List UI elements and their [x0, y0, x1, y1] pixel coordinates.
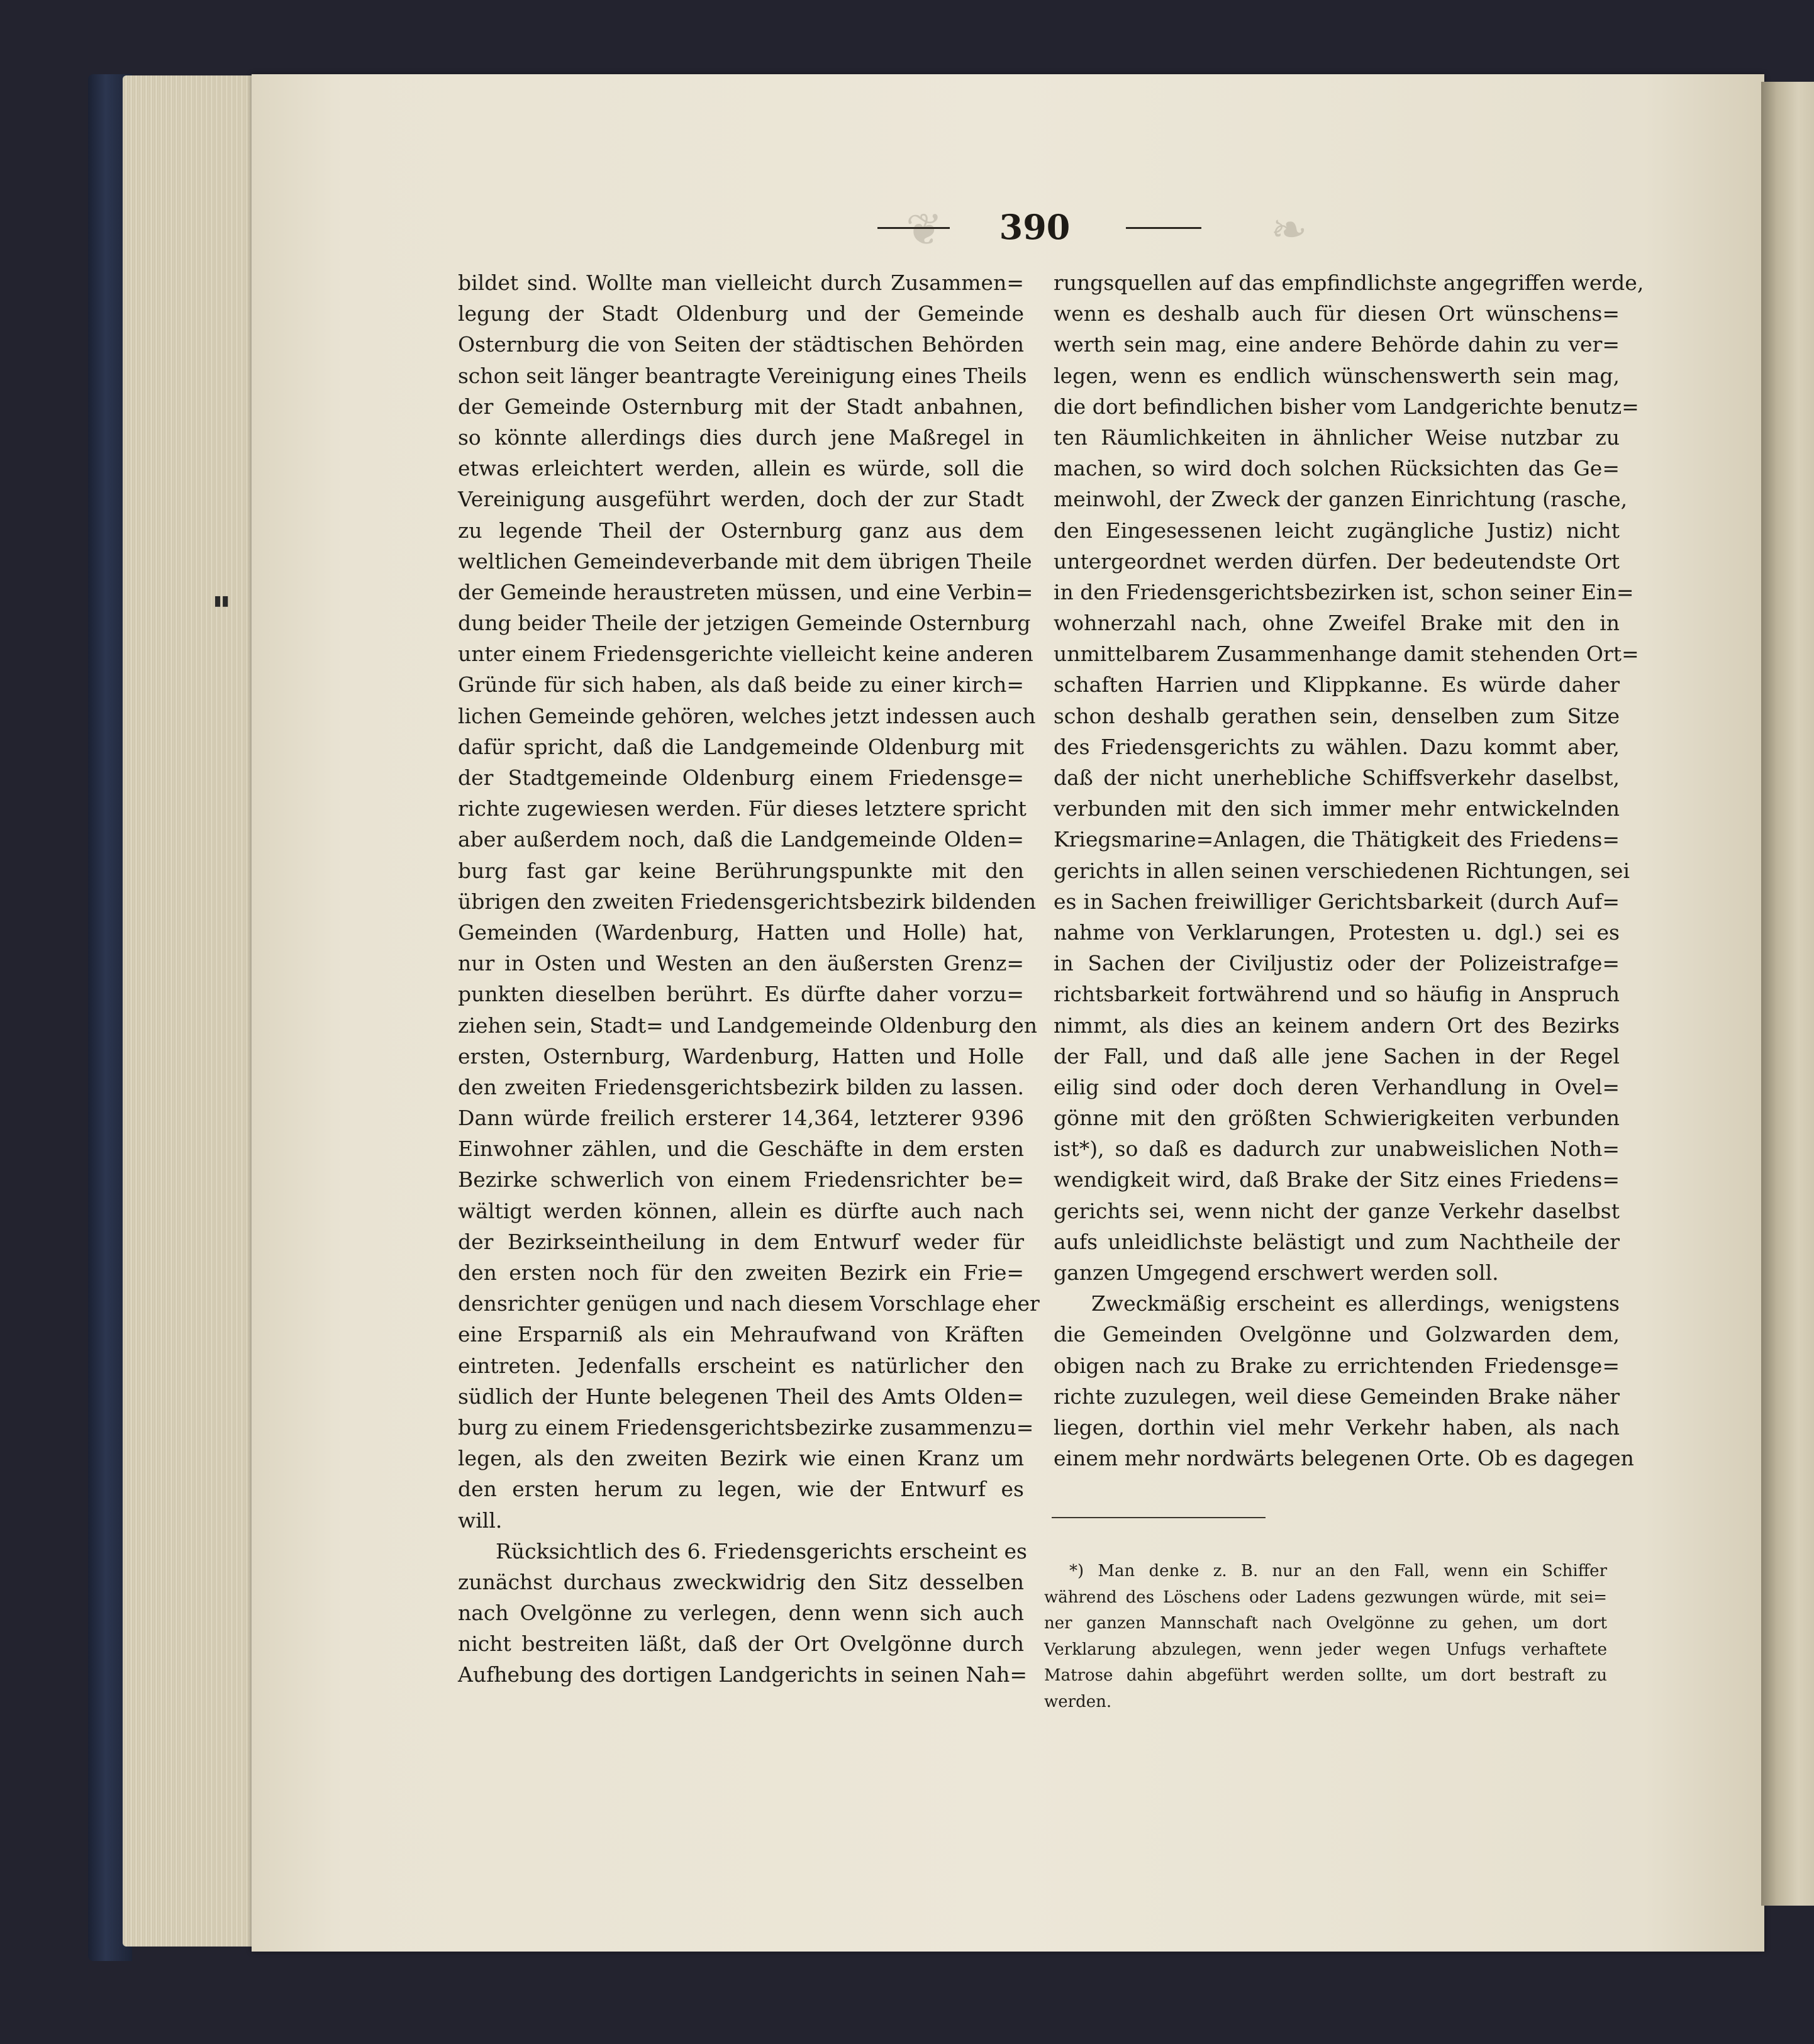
text-line: während des Löschens oder Ladens gezwungen würde, mit sei=: [1044, 1587, 1607, 1607]
text-line: werden.: [1044, 1692, 1112, 1711]
text-line: den Eingesessenen leicht zugängliche Justiz) nicht: [1054, 518, 1620, 543]
margin-mark: ▮▮: [214, 593, 230, 609]
text-line: Matrose dahin abgeführt werden sollte, um dort bestraft zu: [1044, 1666, 1607, 1685]
footnote: [1044, 1558, 1607, 1715]
text-line: in Sachen der Civiljustiz oder der Polizeistrafge=: [1054, 951, 1620, 976]
text-line: es in Sachen freiwilliger Gerichtsbarkeit (durch Auf=: [1054, 889, 1620, 914]
text-line: nahme von Verklarungen, Protesten u. dgl.) sei es: [1054, 919, 1620, 945]
text-line: wältigt werden können, allein es dürfte auch nach: [458, 1198, 1024, 1223]
text-line: Dann würde freilich ersterer 14,364, letzterer 9396: [458, 1106, 1024, 1131]
footnote-rule: [1052, 1517, 1266, 1518]
text-line: Gemeinden (Wardenburg, Hatten und Holle) hat,: [458, 919, 1024, 945]
text-line: nicht bestreiten läßt, daß der Ort Ovelgönne durch: [458, 1631, 1024, 1657]
text-line: Bezirke schwerlich von einem Friedensrichter be=: [458, 1167, 1024, 1192]
text-line: gerichts sei, wenn nicht der ganze Verkehr daselbst: [1054, 1198, 1620, 1223]
right-column: [1054, 267, 1644, 1474]
text-line: will.: [458, 1508, 503, 1533]
text-line: machen, so wird doch solchen Rücksichten das Ge=: [1054, 456, 1620, 481]
text-line: lichen Gemeinde gehören, welches jetzt indessen auch: [458, 703, 1036, 728]
text-line: ten Räumlichkeiten in ähnlicher Weise nutzbar zu: [1054, 425, 1620, 450]
text-line: daß der nicht unerhebliche Schiffsverkehr daselbst,: [1054, 765, 1620, 790]
text-line: der Gemeinde heraustreten müssen, und eine Verbin=: [458, 579, 1033, 604]
text-line: Einwohner zählen, und die Geschäfte in dem ersten: [458, 1136, 1024, 1162]
text-line: aber außerdem noch, daß die Landgemeinde Olden=: [458, 827, 1024, 852]
text-line: einem mehr nordwärts belegenen Orte. Ob es dagegen: [1054, 1446, 1634, 1471]
text-line: eintreten. Jedenfalls erscheint es natürlicher den: [458, 1353, 1024, 1378]
text-line: ist*), so daß es dadurch zur unabweislichen Noth=: [1054, 1136, 1620, 1162]
text-line: legen, wenn es endlich wünschenswerth sein mag,: [1054, 363, 1620, 388]
text-line: richte zugewiesen werden. Für dieses letztere spricht: [458, 796, 1027, 821]
text-line: die Gemeinden Ovelgönne und Golzwarden dem,: [1054, 1322, 1620, 1347]
text-line: legen, als den zweiten Bezirk wie einen Kranz um: [458, 1446, 1024, 1471]
text-line: bildet sind. Wollte man vielleicht durch Zusammen=: [458, 270, 1024, 295]
text-line: zunächst durchaus zweckwidrig den Sitz desselben: [458, 1569, 1024, 1594]
text-line: wenn es deshalb auch für diesen Ort wünschens=: [1054, 301, 1620, 326]
text-line: eine Ersparniß als ein Mehraufwand von Kräften: [458, 1322, 1024, 1347]
text-line: liegen, dorthin viel mehr Verkehr haben, als nach: [1054, 1414, 1620, 1440]
text-line: meinwohl, der Zweck der ganzen Einrichtung (rasche,: [1054, 487, 1628, 512]
page-edges: [123, 75, 261, 1947]
text-line: legung der Stadt Oldenburg und der Gemeinde: [458, 301, 1024, 326]
text-line: Kriegsmarine=Anlagen, die Thätigkeit des Friedens=: [1054, 827, 1620, 852]
page-number: 390: [999, 207, 1071, 247]
text-line: untergeordnet werden dürfen. Der bedeutendste Ort: [1054, 548, 1620, 574]
text-line: die dort befindlichen bisher vom Landgerichte benutz=: [1054, 394, 1639, 419]
text-line: zu legende Theil der Osternburg ganz aus dem: [458, 518, 1024, 543]
text-line: ner ganzen Mannschaft nach Ovelgönne zu gehen, um dort: [1044, 1614, 1607, 1633]
header-rule-right: [1126, 227, 1201, 229]
text-line: so könnte allerdings dies durch jene Maßregel in: [458, 425, 1024, 450]
text-line: in den Friedensgerichtsbezirken ist, schon seiner Ein=: [1054, 579, 1634, 604]
text-line: den ersten noch für den zweiten Bezirk ein Frie=: [458, 1260, 1024, 1285]
text-line: nur in Osten und Westen an den äußersten Grenz=: [458, 951, 1024, 976]
text-line: werth sein mag, eine andere Behörde dahin zu ver=: [1054, 332, 1620, 357]
text-line: schon deshalb gerathen sein, denselben zum Sitze: [1054, 703, 1620, 728]
text-line: der Bezirkseintheilung in dem Entwurf weder für: [458, 1229, 1024, 1254]
text-line: ganzen Umgegend erschwert werden soll.: [1054, 1260, 1499, 1285]
text-line: dafür spricht, daß die Landgemeinde Oldenburg mit: [458, 734, 1024, 759]
text-line: Rücksichtlich des 6. Friedensgerichts erscheint es: [496, 1538, 1027, 1564]
text-line: nimmt, als dies an keinem andern Ort des Bezirks: [1054, 1013, 1620, 1038]
text-line: *) Man denke z. B. nur an den Fall, wenn ein Schiffer: [1069, 1562, 1607, 1580]
text-line: unmittelbarem Zusammenhange damit stehenden Ort=: [1054, 642, 1639, 667]
text-line: gönne mit den größten Schwierigkeiten verbunden: [1054, 1106, 1620, 1131]
text-line: aufs unleidlichste belästigt und zum Nachtheile der: [1054, 1229, 1620, 1254]
text-line: Aufhebung des dortigen Landgerichts in seinen Nah=: [458, 1662, 1028, 1687]
next-page-edge: [1761, 82, 1814, 1906]
ornament-left-icon: ❦: [906, 204, 943, 255]
text-line: der Fall, und daß alle jene Sachen in der Regel: [1054, 1043, 1620, 1069]
text-line: dung beider Theile der jetzigen Gemeinde Osternburg: [458, 611, 1031, 636]
text-line: schaften Harrien und Klippkanne. Es würde daher: [1054, 672, 1620, 697]
text-line: südlich der Hunte belegenen Theil des Amts Olden=: [458, 1384, 1024, 1409]
text-line: burg zu einem Friedensgerichtsbezirke zusammenzu=: [458, 1414, 1034, 1440]
text-line: des Friedensgerichts zu wählen. Dazu kommt aber,: [1054, 734, 1620, 759]
text-line: den zweiten Friedensgerichtsbezirk bilden zu lassen.: [458, 1074, 1024, 1099]
text-line: richtsbarkeit fortwährend und so häufig in Anspruch: [1054, 982, 1620, 1007]
text-line: ersten, Osternburg, Wardenburg, Hatten und Holle: [458, 1043, 1024, 1069]
text-line: nach Ovelgönne zu verlegen, denn wenn sich auch: [458, 1601, 1024, 1626]
text-line: übrigen den zweiten Friedensgerichtsbezirk bildenden: [458, 889, 1037, 914]
text-line: richte zuzulegen, weil diese Gemeinden Brake näher: [1054, 1384, 1620, 1409]
text-line: wendigkeit wird, daß Brake der Sitz eines Friedens=: [1054, 1167, 1620, 1192]
text-line: den ersten herum zu legen, wie der Entwurf es: [458, 1477, 1024, 1502]
text-line: unter einem Friedensgerichte vielleicht keine anderen: [458, 642, 1033, 667]
text-line: ziehen sein, Stadt= und Landgemeinde Oldenburg den: [458, 1013, 1038, 1038]
text-line: gerichts in allen seinen verschiedenen Richtungen, sei: [1054, 858, 1630, 883]
text-line: densrichter genügen und nach diesem Vorschlage eher: [458, 1291, 1040, 1316]
text-line: wohnerzahl nach, ohne Zweifel Brake mit den in: [1054, 611, 1620, 636]
text-line: verbunden mit den sich immer mehr entwickelnden: [1054, 796, 1620, 821]
text-line: der Stadtgemeinde Oldenburg einem Friedensge=: [458, 765, 1024, 790]
text-line: eilig sind oder doch deren Verhandlung in Ovel=: [1054, 1074, 1620, 1099]
text-line: weltlichen Gemeindeverbande mit dem übrigen Theile: [458, 548, 1032, 574]
text-line: etwas erleichtert werden, allein es würde, soll die: [458, 456, 1024, 481]
text-line: Gründe für sich haben, als daß beide zu einer kirch=: [458, 672, 1024, 697]
text-line: rungsquellen auf das empfindlichste angegriffen werde,: [1054, 270, 1644, 295]
text-line: burg fast gar keine Berührungspunkte mit den: [458, 858, 1024, 883]
text-line: schon seit länger beantragte Vereinigung eines Theils: [458, 363, 1027, 388]
text-line: Zweckmäßig erscheint es allerdings, wenigstens: [1091, 1291, 1620, 1316]
text-line: Osternburg die von Seiten der städtischen Behörden: [458, 332, 1024, 357]
left-column: [458, 267, 1040, 1691]
ornament-right-icon: ❧: [1271, 204, 1308, 255]
text-line: Verklarung abzulegen, wenn jeder wegen Unfugs verhaftete: [1044, 1640, 1607, 1659]
text-line: Vereinigung ausgeführt werden, doch der zur Stadt: [458, 487, 1024, 512]
text-line: der Gemeinde Osternburg mit der Stadt anbahnen,: [458, 394, 1024, 419]
text-line: punkten dieselben berührt. Es dürfte daher vorzu=: [458, 982, 1024, 1007]
text-line: obigen nach zu Brake zu errichtenden Friedensge=: [1054, 1353, 1620, 1378]
